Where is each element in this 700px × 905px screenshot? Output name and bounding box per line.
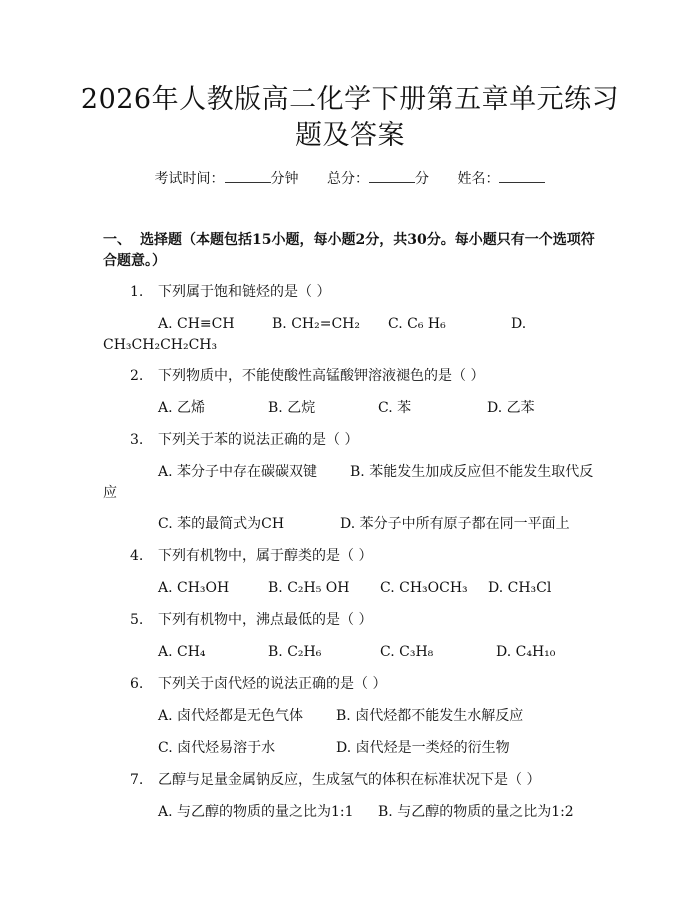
question-number: 7. [130,772,144,788]
total-score [327,171,433,187]
exam-info-row [0,168,700,188]
question-number: 6. [130,676,144,692]
question-number: 5. [130,612,144,628]
exam-time [155,171,303,187]
document-title-line1: 2026年人教版高二化学下册第五章单元练习 [80,84,620,115]
question-number: 2. [130,368,144,384]
option-d: D. C₄H₁₀ [496,644,556,660]
name-label: 姓名： [457,171,500,187]
question-stem: 下列关于苯的说法正确的是（ ） [158,432,359,448]
option-a: A. CH₃OH [158,580,230,596]
document-title-line2: 题及答案 [295,120,405,151]
option-a: A. CH≡CH [158,316,235,332]
option-c: C. C₃H₈ [380,644,434,660]
option-c: C. CH₃OCH₃ [380,580,468,596]
section-heading-line2: 合题意。） [103,253,166,269]
question-number: 4. [130,548,144,564]
question-number: 3. [130,432,144,448]
option-b: B. C₂H₅ OH [268,580,350,596]
option-b: B. 乙烷 [268,400,316,416]
score-blank[interactable] [369,170,415,183]
option-c: C. 苯 [378,400,412,416]
option-d: D. 卤代烃是一类烃的衍生物 [336,740,510,756]
question-number: 1. [130,284,144,300]
option-d: D. 乙苯 [487,400,535,416]
option-b: B. 苯能发生加成反应但不能发生取代反 [350,464,594,480]
option-b: B. CH₂=CH₂ [272,316,360,332]
section-number: 一、 [103,232,131,248]
question-stem: 下列有机物中，沸点最低的是（ ） [158,612,373,628]
score-unit: 分 [415,171,429,187]
question-stem: 下列物质中，不能使酸性高锰酸钾溶液褪色的是（ ） [158,368,485,384]
option-a: A. 苯分子中存在碳碳双键 [158,464,318,480]
question-stem: 下列属于饱和链烃的是（ ） [158,284,331,300]
option-c: C. C₆ H₆ [388,316,446,332]
option-a: A. CH₄ [158,644,206,660]
student-name [457,171,545,187]
option-d: D. CH₃Cl [488,580,552,596]
option-d: D. 苯分子中所有原子都在同一平面上 [340,516,570,532]
option-b: B. 卤代烃都不能发生水解反应 [336,708,524,724]
question-stem: 乙醇与足量金属钠反应，生成氢气的体积在标准状况下是（ ） [158,772,541,788]
option-c: C. 卤代烃易溶于水 [158,740,276,756]
option-a: A. 与乙醇的物质的量之比为1:1 [158,804,354,820]
exam-time-label: 考试时间： [154,171,225,187]
question-stem: 下列有机物中，属于醇类的是（ ） [158,548,373,564]
option-b: B. 与乙醇的物质的量之比为1:2 [378,804,574,820]
score-label: 总分： [327,171,369,187]
option-a: A. 卤代烃都是无色气体 [158,708,304,724]
exam-time-blank[interactable] [225,170,271,183]
option-b-continuation: 应 [103,485,117,501]
exam-time-unit: 分钟 [270,171,299,187]
question-stem: 下列关于卤代烃的说法正确的是（ ） [158,676,387,692]
option-d: D. [511,316,527,332]
section-heading-line1: 选择题（本题包括15小题，每小题2分，共30分。每小题只有一个选项符 [140,232,595,248]
option-d-continuation: CH₃CH₂CH₂CH₃ [103,337,218,353]
option-a: A. 乙烯 [158,400,206,416]
option-c: C. 苯的最简式为CH [158,516,285,532]
option-b: B. C₂H₆ [268,644,322,660]
name-blank[interactable] [499,170,545,183]
